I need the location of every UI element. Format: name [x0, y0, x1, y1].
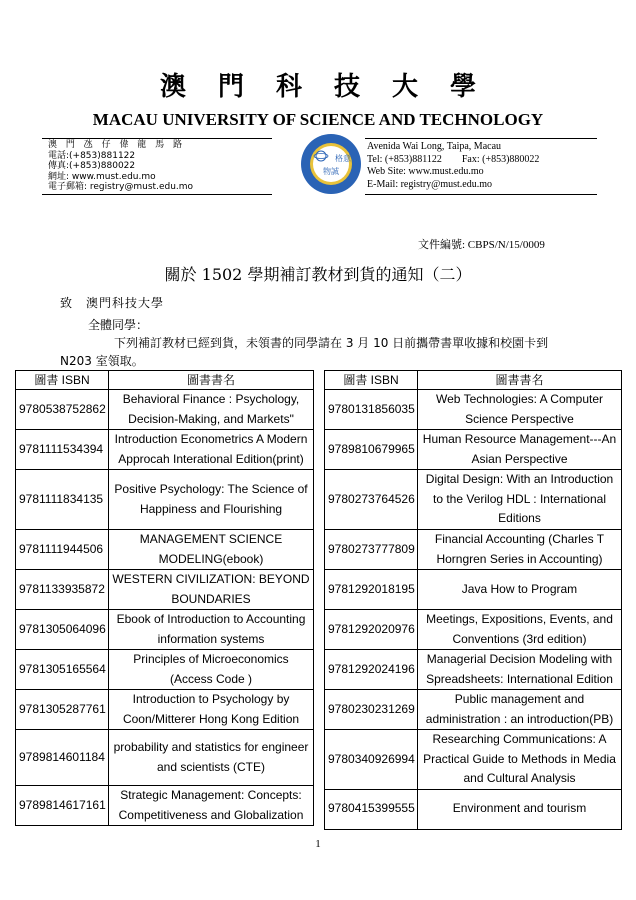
book-title-cell: Introduction to Psychology by Coon/Mitterer Hong Kong Edition [109, 690, 314, 730]
recipient-line: 致 澳門科技大學 [60, 296, 165, 310]
isbn-cell: 9780230231269 [325, 690, 418, 730]
book-title-cell: Managerial Decision Modeling with Spreadsheets: International Edition [418, 650, 622, 690]
address-en-line: Avenida Wai Long, Taipa, Macau [367, 141, 502, 152]
table-header-row [325, 371, 622, 390]
book-title-cell: Positive Psychology: The Science of Happiness and Flourishing [109, 470, 314, 530]
book-table-left [15, 370, 314, 826]
isbn-cell: 9789814617161 [16, 786, 109, 826]
isbn-cell: 9781133935872 [16, 570, 109, 610]
table-row [16, 610, 314, 650]
divider-left-top [42, 138, 272, 139]
divider-right-bottom [365, 194, 597, 195]
book-title-cell: Ebook of Introduction to Accounting information systems [109, 610, 314, 650]
isbn-cell: 9781111944506 [16, 530, 109, 570]
notice-title: 關於 1502 學期補訂教材到貨的通知（二） [164, 265, 472, 284]
isbn-cell: 9781292024196 [325, 650, 418, 690]
address-en-line: Web Site: www.must.edu.mo [367, 166, 484, 177]
table-row [16, 730, 314, 786]
table-row [16, 390, 314, 430]
book-title-cell: Human Resource Management---An Asian Perspective [418, 430, 622, 470]
book-title-cell: probability and statistics for engineer and scientists (CTE) [109, 730, 314, 786]
table-row [325, 730, 622, 790]
seal-text-top: 格意 [335, 154, 351, 163]
university-title-chinese: 澳門科技大學 [159, 72, 508, 102]
isbn-cell: 9789810679965 [325, 430, 418, 470]
table-row [16, 786, 314, 826]
table-row [16, 430, 314, 470]
table-row [325, 610, 622, 650]
isbn-cell: 9781111834135 [16, 470, 109, 530]
isbn-cell: 9781305165564 [16, 650, 109, 690]
book-title-cell: Behavioral Finance : Psychology, Decision-Making, and Markets" [109, 390, 314, 430]
book-title-cell: Environment and tourism [418, 789, 622, 829]
isbn-cell: 9780415399555 [325, 789, 418, 829]
book-title-cell: Java How to Program [418, 570, 622, 610]
book-title-cell: Introduction Econometrics A Modern Approcah Interational Edition(print) [109, 430, 314, 470]
book-title-cell: WESTERN CIVILIZATION: BEYOND BOUNDARIES [109, 570, 314, 610]
isbn-cell: 9781305287761 [16, 690, 109, 730]
table-row [325, 390, 622, 430]
table-row [325, 690, 622, 730]
book-title-cell: Financial Accounting (Charles T Horngren Series in Accounting) [418, 530, 622, 570]
isbn-cell: 9781292018195 [325, 570, 418, 610]
address-en-line: Tel: (+853)881122 Fax: (+853)880022 [367, 153, 540, 165]
book-title-cell: MANAGEMENT SCIENCE MODELING(ebook) [109, 530, 314, 570]
address-cn-line: 電子郵箱: registry@must.edu.mo [48, 182, 194, 192]
isbn-cell: 9780340926994 [325, 730, 418, 790]
table-header-row [16, 371, 314, 390]
isbn-cell: 9781305064096 [16, 610, 109, 650]
book-title-cell: Principles of Microeconomics (Access Code ) [109, 650, 314, 690]
table-row [325, 430, 622, 470]
address-chinese [48, 140, 193, 193]
address-en-line: E-Mail: registry@must.edu.mo [367, 178, 493, 190]
isbn-cell: 9789814601184 [16, 730, 109, 786]
isbn-cell: 9781292020976 [325, 610, 418, 650]
table-row [16, 690, 314, 730]
seal-text-bottom: 物誠 [323, 167, 339, 176]
isbn-cell: 9780273764526 [325, 470, 418, 530]
book-title-cell: Researching Communications: A Practical Guide to Methods in Media and Cultural Analysis [418, 730, 622, 790]
table-row [325, 530, 622, 570]
table-row [325, 650, 622, 690]
table-row [16, 530, 314, 570]
column-header-isbn: 圖書 ISBN [16, 371, 109, 390]
table-row [16, 570, 314, 610]
isbn-cell: 9781111534394 [16, 430, 109, 470]
divider-right-top [365, 138, 597, 139]
isbn-cell: 9780538752862 [16, 390, 109, 430]
page-number: 1 [315, 838, 321, 850]
address-cn-line: 傳真:(+853)880022 [48, 161, 136, 171]
book-title-cell: Meetings, Expositions, Events, and Conventions (3rd edition) [418, 610, 622, 650]
university-seal-logo [297, 133, 365, 195]
divider-left-bottom [42, 194, 272, 195]
address-cn-line: 澳 門 氹 仔 偉 龍 馬 路 [48, 140, 186, 150]
address-cn-line: 電話:(+853)881122 [48, 150, 136, 161]
table-row [16, 470, 314, 530]
document-number: 文件編號: CBPS/N/15/0009 [418, 239, 545, 251]
book-title-cell: Digital Design: With an Introduction to the Verilog HDL : International Editions [418, 470, 622, 530]
greeting: 全體同學： [88, 318, 149, 332]
book-title-cell: Strategic Management: Concepts: Competitiveness and Globalization [109, 786, 314, 826]
isbn-cell: 9780273777809 [325, 530, 418, 570]
university-title-english: MACAU UNIVERSITY OF SCIENCE AND TECHNOLOGY [92, 110, 544, 129]
book-title-cell: Web Technologies: A Computer Science Perspective [418, 390, 622, 430]
table-row [325, 570, 622, 610]
table-row [325, 470, 622, 530]
address-cn-line: 網址: www.must.edu.mo [48, 171, 156, 182]
table-row [325, 789, 622, 829]
isbn-cell: 9780131856035 [325, 390, 418, 430]
table-row [16, 650, 314, 690]
column-header-isbn: 圖書 ISBN [325, 371, 418, 390]
column-header-title: 圖書書名 [109, 371, 314, 390]
book-title-cell: Public management and administration : an introduction(PB) [418, 690, 622, 730]
notice-body-line-2: N203 室領取。 [60, 354, 144, 368]
address-english [367, 141, 539, 191]
notice-body-line-1: 下列補訂教材已經到貨，未領書的同學請在 3 月 10 日前攜帶書單收據和校園卡到 [114, 336, 549, 350]
book-table-right [324, 370, 622, 830]
column-header-title: 圖書書名 [418, 371, 622, 390]
